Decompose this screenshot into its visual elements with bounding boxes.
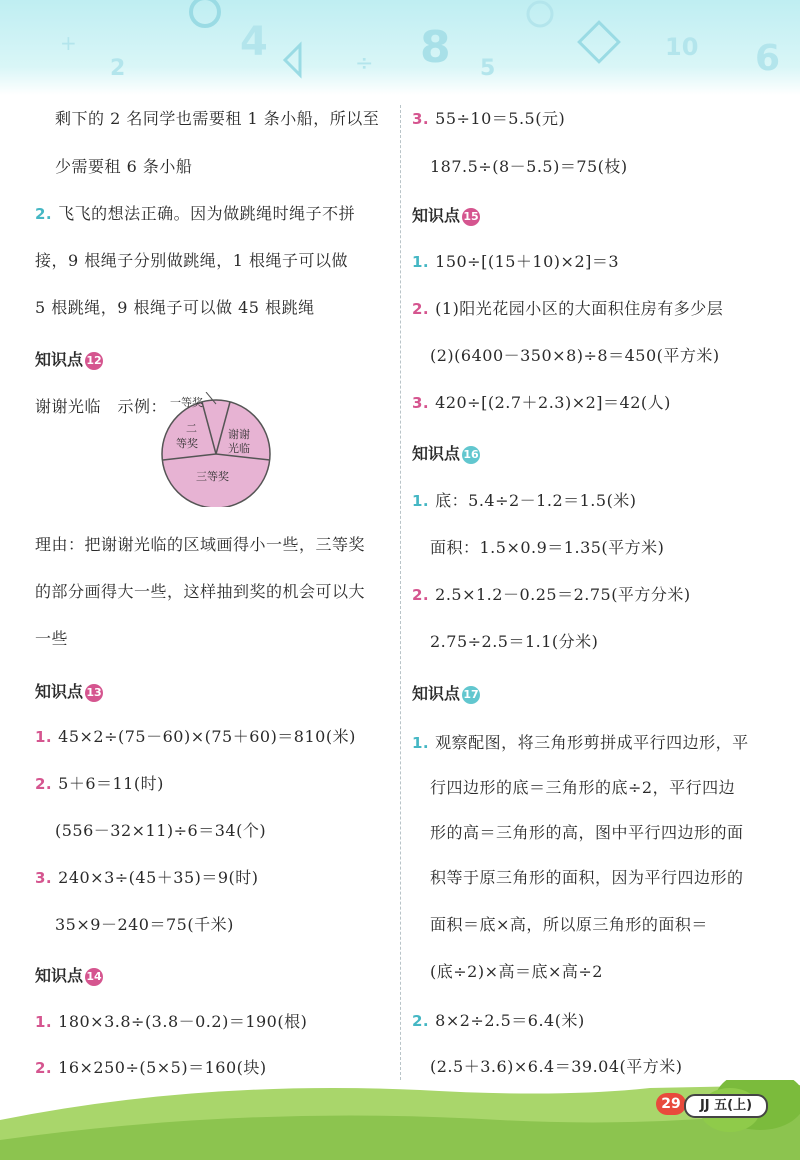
text-line: 行四边形的底＝三角形的底÷2，平行四边 (430, 778, 736, 797)
digit-2-icon: 2 (110, 56, 126, 81)
digit-10-icon: 10 (665, 33, 699, 61)
section-badge: 12 (85, 352, 103, 370)
plus-icon: + (60, 31, 77, 55)
section-badge: 17 (462, 686, 480, 704)
item-number: 1. (412, 492, 430, 510)
text-line (412, 584, 691, 606)
section-badge: 16 (462, 446, 480, 464)
section-title-12 (35, 347, 103, 370)
text-line (35, 726, 356, 748)
item-text: 飞飞的想法正确。因为做跳绳时绳子不拼 (58, 204, 356, 223)
text-line: 形的高＝三角形的高，图中平行四边形的面 (430, 823, 744, 842)
pie-label-thanks: 谢谢 (228, 428, 250, 441)
item-text: 5＋6＝11(时) (58, 774, 164, 793)
pie-label-third: 三等奖 (196, 470, 229, 483)
section-title-14 (35, 963, 103, 986)
item-number: 2. (412, 586, 430, 604)
text-line: 少需要租 6 条小船 (55, 157, 193, 176)
section-title-13 (35, 679, 103, 702)
pie-label-first: 一等奖 (170, 396, 203, 409)
pie-label-second: 二 (186, 422, 197, 435)
item-number: 2. (412, 300, 430, 318)
item-number: 2. (35, 205, 53, 223)
header-decoration-icons (0, 0, 800, 95)
text-line (412, 298, 723, 320)
text-line: 的部分画得大一些，这样抽到奖的机会可以大 (35, 582, 366, 601)
section-title-16 (412, 441, 480, 464)
section-label: 知识点 (412, 684, 461, 703)
page-number: 29 (656, 1093, 686, 1115)
section-label: 知识点 (35, 966, 84, 985)
diamond-icon (579, 22, 619, 62)
item-number: 1. (35, 728, 53, 746)
item-number: 2. (412, 1012, 430, 1030)
digit-6-icon: 6 (755, 38, 781, 79)
text-line (412, 251, 619, 273)
item-text: 底：5.4÷2－1.2＝1.5(米) (435, 491, 637, 510)
text-line: 2.75÷2.5＝1.1(分米) (430, 632, 599, 651)
text-line (35, 203, 355, 225)
item-number: 3. (412, 394, 430, 412)
section-badge: 14 (85, 968, 103, 986)
item-text: 8×2÷2.5＝6.4(米) (435, 1011, 585, 1030)
text-line: (2.5＋3.6)×6.4＝39.04(平方米) (430, 1057, 683, 1076)
text-line: 35×9－240＝75(千米) (55, 915, 234, 934)
item-text: 2.5×1.2－0.25＝2.75(平方分米) (435, 585, 691, 604)
text-line: (底÷2)×高＝底×高÷2 (430, 962, 603, 981)
text-line: 187.5÷(8－5.5)＝75(枝) (430, 157, 628, 176)
item-text: 55÷10＝5.5(元) (435, 109, 566, 128)
column-divider (400, 105, 401, 1080)
item-text: 150÷[(15＋10)×2]＝3 (435, 252, 620, 271)
section-badge: 13 (85, 684, 103, 702)
section-label: 知识点 (412, 206, 461, 225)
text-line: (556－32×11)÷6＝34(个) (55, 821, 267, 840)
item-text: 45×2÷(75－60)×(75＋60)＝810(米) (58, 727, 356, 746)
text-line (412, 490, 637, 512)
item-text: 240×3÷(45＋35)＝9(时) (58, 868, 259, 887)
text-line: 5 根跳绳，9 根绳子可以做 45 根跳绳 (35, 298, 315, 317)
section-title-15 (412, 203, 480, 226)
text-line: 接，9 根绳子分别做跳绳，1 根绳子可以做 (35, 251, 349, 270)
header-band (0, 0, 800, 95)
circle-icon (191, 0, 219, 26)
text-line (412, 392, 671, 414)
text-line (35, 1057, 267, 1079)
text-line: 面积：1.5×0.9＝1.35(平方米) (430, 538, 665, 557)
circle-icon-small (528, 2, 552, 26)
grass-decoration (0, 1080, 800, 1160)
digit-4-icon: 4 (240, 19, 268, 65)
item-text: (1)阳光花园小区的大面积住房有多少层 (435, 299, 724, 318)
text-line: 理由：把谢谢光临的区域画得小一些，三等奖 (35, 535, 366, 554)
text-line: 积等于原三角形的面积，因为平行四边形的 (430, 868, 744, 887)
section-label: 知识点 (35, 350, 84, 369)
pie-label-second: 等奖 (176, 437, 198, 450)
pie-label-thanks: 光临 (228, 442, 250, 455)
text-line (35, 1011, 307, 1033)
section-title-17 (412, 681, 480, 704)
section-badge: 15 (462, 208, 480, 226)
item-text: 16×250÷(5×5)＝160(块) (58, 1058, 267, 1077)
item-number: 2. (35, 1059, 53, 1077)
text-line (35, 867, 259, 889)
triangle-icon (285, 45, 300, 75)
item-number: 3. (35, 869, 53, 887)
item-number: 3. (412, 110, 430, 128)
item-number: 1. (412, 253, 430, 271)
grade-label: JJ 五(上) (684, 1094, 768, 1118)
digit-8-icon: 8 (420, 22, 451, 73)
digit-5-icon: 5 (480, 56, 496, 81)
divide-icon: ÷ (355, 51, 374, 76)
item-number: 1. (412, 734, 430, 752)
text-line: 面积＝底×高，所以原三角形的面积＝ (430, 915, 708, 934)
text-line (412, 108, 565, 130)
footer-band (0, 1080, 800, 1160)
item-text: 420÷[(2.7＋2.3)×2]＝42(人) (435, 393, 671, 412)
item-text: 观察配图，将三角形剪拼成平行四边形，平 (435, 733, 749, 752)
prize-pie-chart (160, 392, 290, 507)
text-line (35, 773, 164, 795)
text-line (412, 732, 749, 754)
item-number: 2. (35, 775, 53, 793)
section-label: 知识点 (412, 444, 461, 463)
text-line: 谢谢光临 示例： (35, 397, 168, 416)
item-number: 1. (35, 1013, 53, 1031)
text-line: (2)(6400－350×8)÷8＝450(平方米) (430, 346, 720, 365)
text-line (412, 1010, 585, 1032)
text-line: 剩下的 2 名同学也需要租 1 条小船，所以至 (55, 109, 380, 128)
text-line: 一些 (35, 629, 69, 648)
item-text: 180×3.8÷(3.8－0.2)＝190(根) (58, 1012, 308, 1031)
section-label: 知识点 (35, 682, 84, 701)
